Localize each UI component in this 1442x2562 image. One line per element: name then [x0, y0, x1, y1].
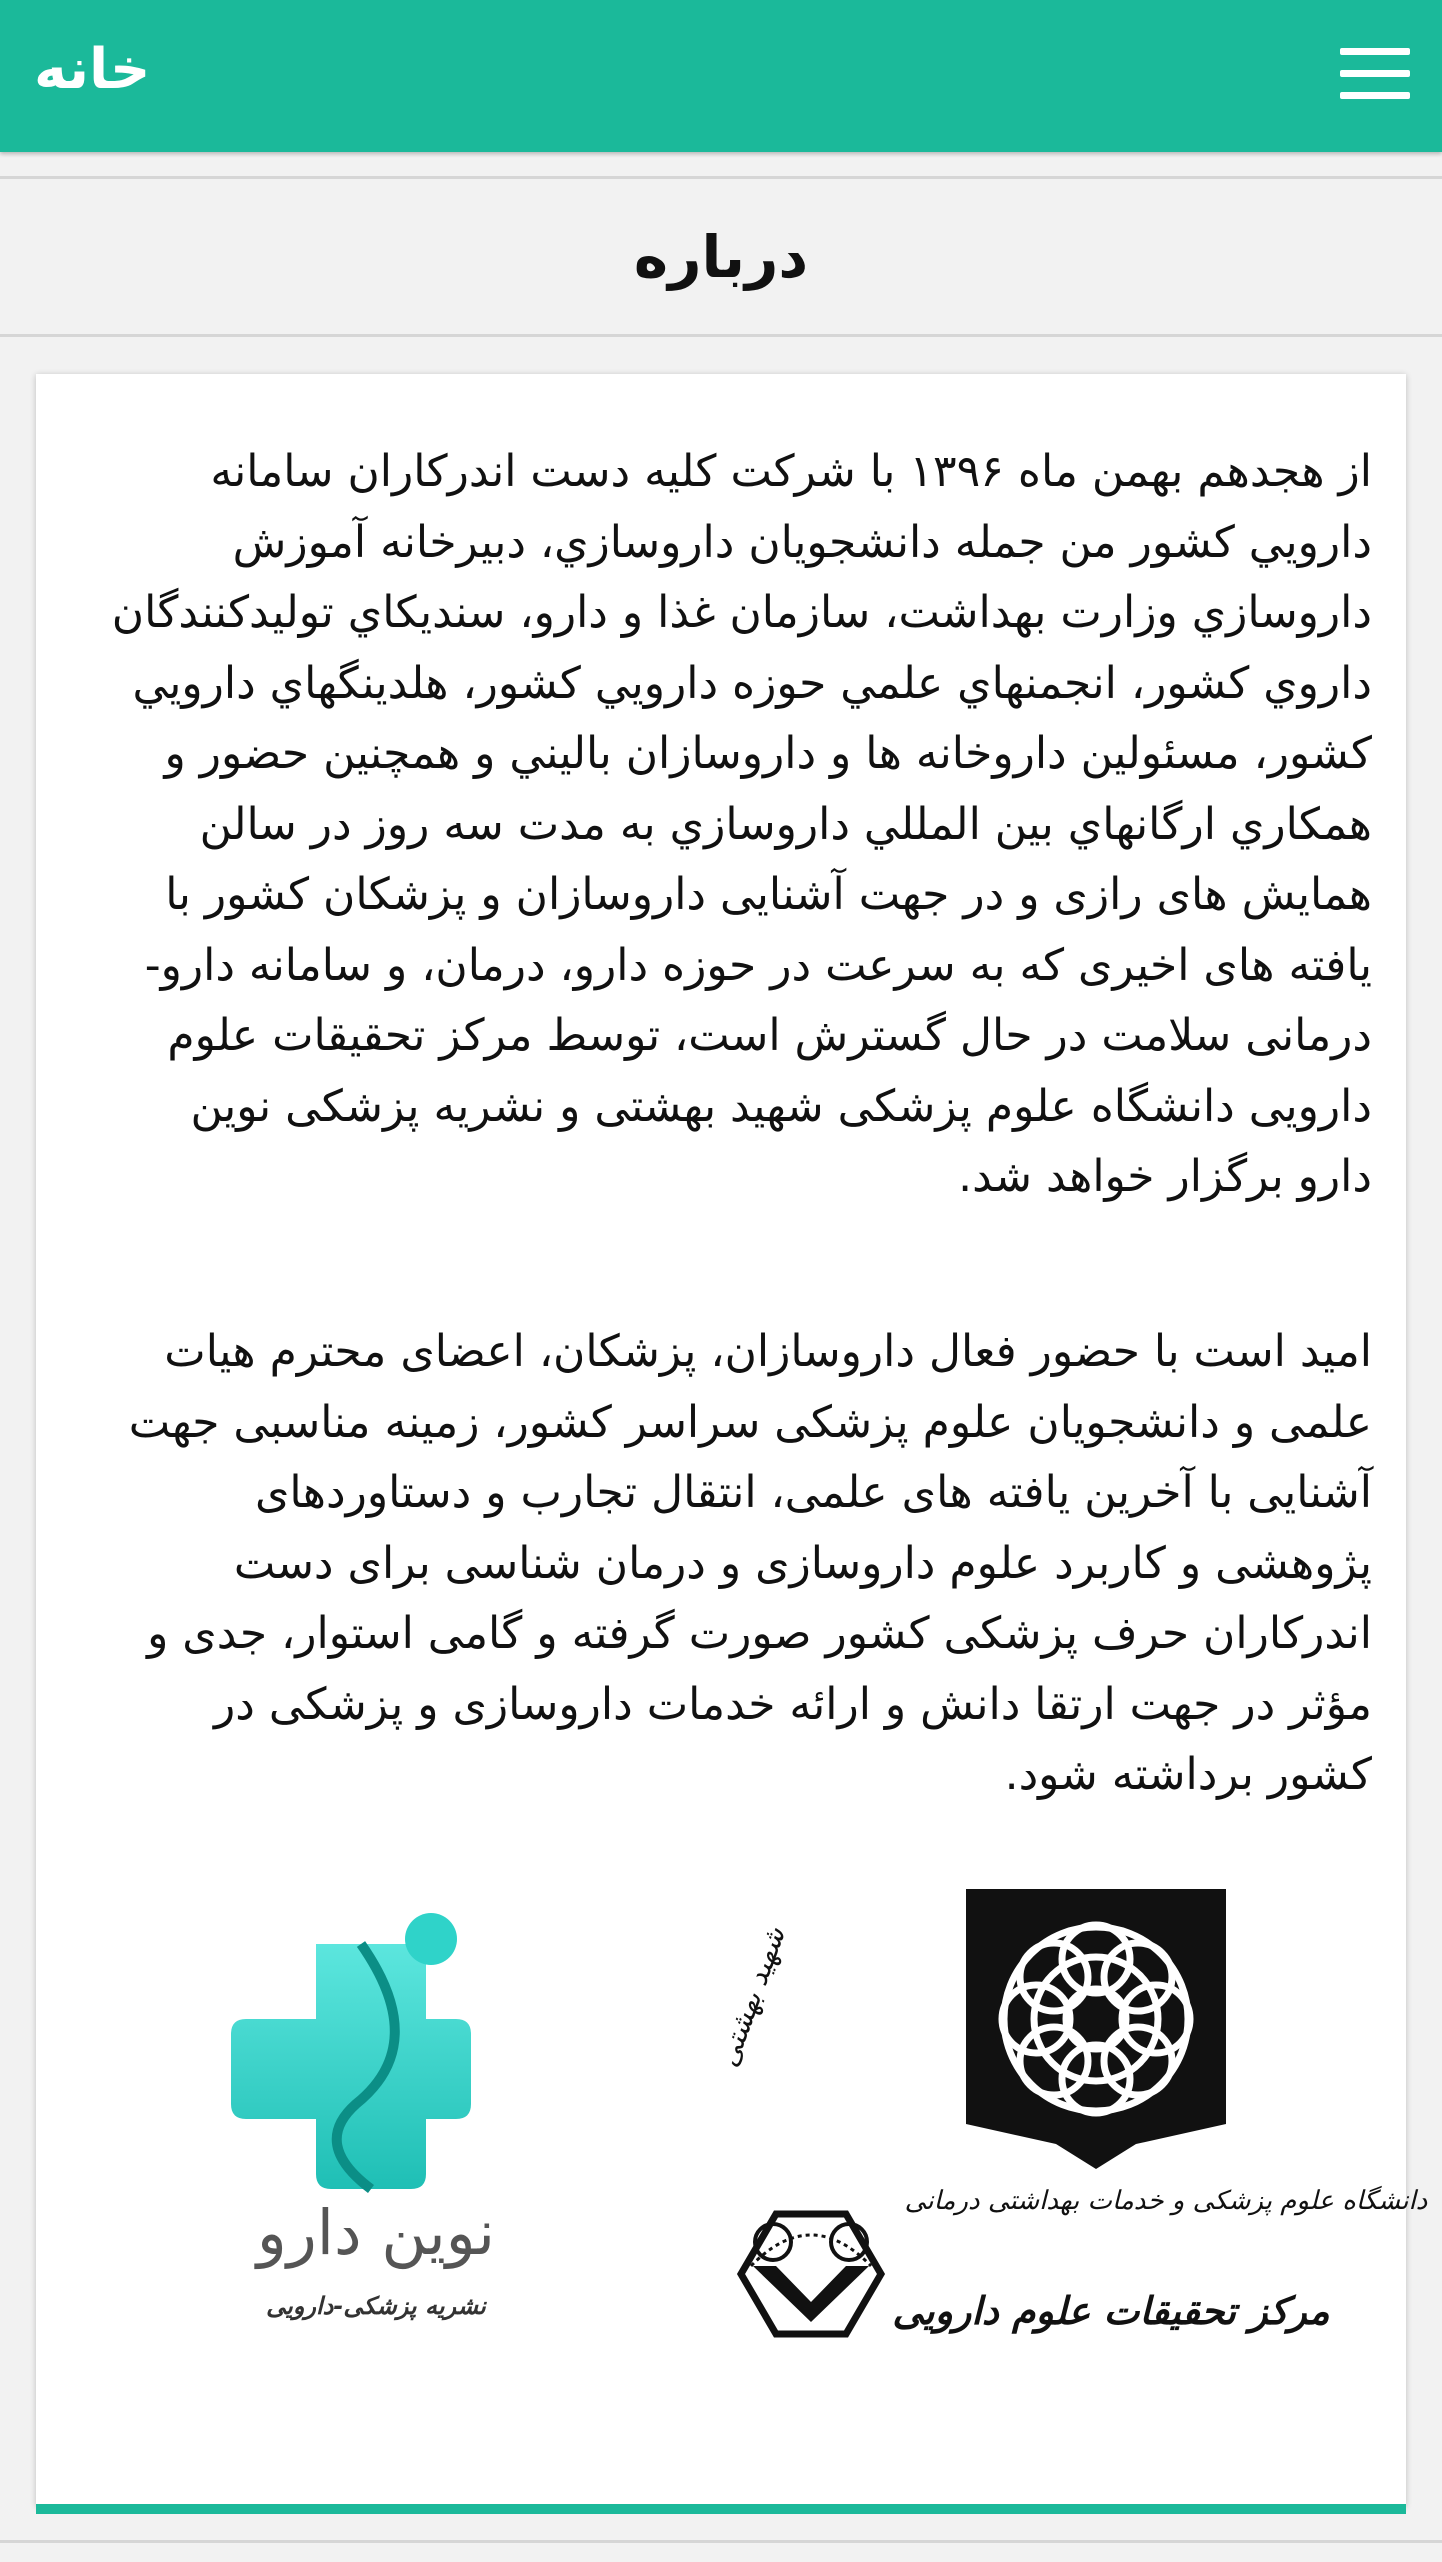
- novin-daru-logo: [186, 1904, 566, 2334]
- menu-line: [1340, 48, 1410, 55]
- about-paragraph-2: امید است با حضور فعال داروسازان، پزشکان، اعضای محترم هیات علمی و دانشجویان علوم پزشکی سراسر کشور، زمینه مناسبی جهت آشنایی با آخرین یافته های علمی، انتقال تجارب و دستاوردهای پژوهشی و کاربرد علوم داروسازی و درمان شناسی برای دست اندرکاران حرف پزشکی کشور صورت گرفته و گامی استوار، جدی و مؤثر در جهت ارتقا دانش و ارائه خدمات داروسازی و پزشکی در کشور برداشته شود.: [128, 1326, 1372, 1800]
- page-title: درباره: [633, 223, 809, 291]
- sbmu-logo-text-1: دانشگاه علوم پزشکی و خدمات بهداشتی درمانی: [904, 2186, 1428, 2216]
- app-bar: [0, 0, 1442, 152]
- home-title[interactable]: خانه: [34, 37, 151, 102]
- divider: [0, 334, 1442, 337]
- menu-line: [1340, 92, 1410, 99]
- sbmu-logo-text-3: مرکز تحقیقات علوم دارویی: [892, 2289, 1330, 2333]
- about-card: [36, 374, 1428, 2506]
- divider: [0, 176, 1442, 179]
- sbmu-logo-text-2: شهید بهشتی: [710, 1922, 792, 2071]
- sponsor-logos: [36, 1864, 1428, 2384]
- novin-daru-name: نوین دارو: [256, 2196, 496, 2269]
- about-paragraph-1: از هجدهم بهمن ماه ۱۳۹۶ با شرکت کلیه دست اندرکاران سامانه دارويي کشور من جمله دانشجويان داروسازي، دبيرخانه آموزش داروسازي وزارت بهداشت، سازمان غذا و دارو، سنديکاي توليدکنندگان داروي کشور، انجمنهاي علمي حوزه دارويي کشور، هلدينگهاي دارويي کشور، مسئولين داروخانه ها و داروسازان باليني و همچنين حضور و همکاري ارگانهاي بين المللي داروسازي به مدت سه روز در سالن همایش های رازی و در جهت آشنایی داروسازان و پزشکان کشور با یافته های اخیری که به سرعت در حوزه دارو، درمان، و سامانه دارو-درمانی سلامت در حال گسترش است، توسط مرکز تحقیقات علوم دارویی دانشگاه علوم پزشکی شهید بهشتی و نشریه پزشکی نوین دارو برگزار خواهد شد.: [111, 446, 1372, 1202]
- novin-daru-subtitle: نشریه پزشکی-دارویی: [266, 2292, 486, 2320]
- card-accent-bar: [36, 2504, 1406, 2514]
- hamburger-menu-icon[interactable]: [1340, 44, 1416, 106]
- sbmu-logo: [710, 1864, 1428, 2384]
- menu-line: [1340, 70, 1410, 77]
- divider: [0, 2540, 1442, 2543]
